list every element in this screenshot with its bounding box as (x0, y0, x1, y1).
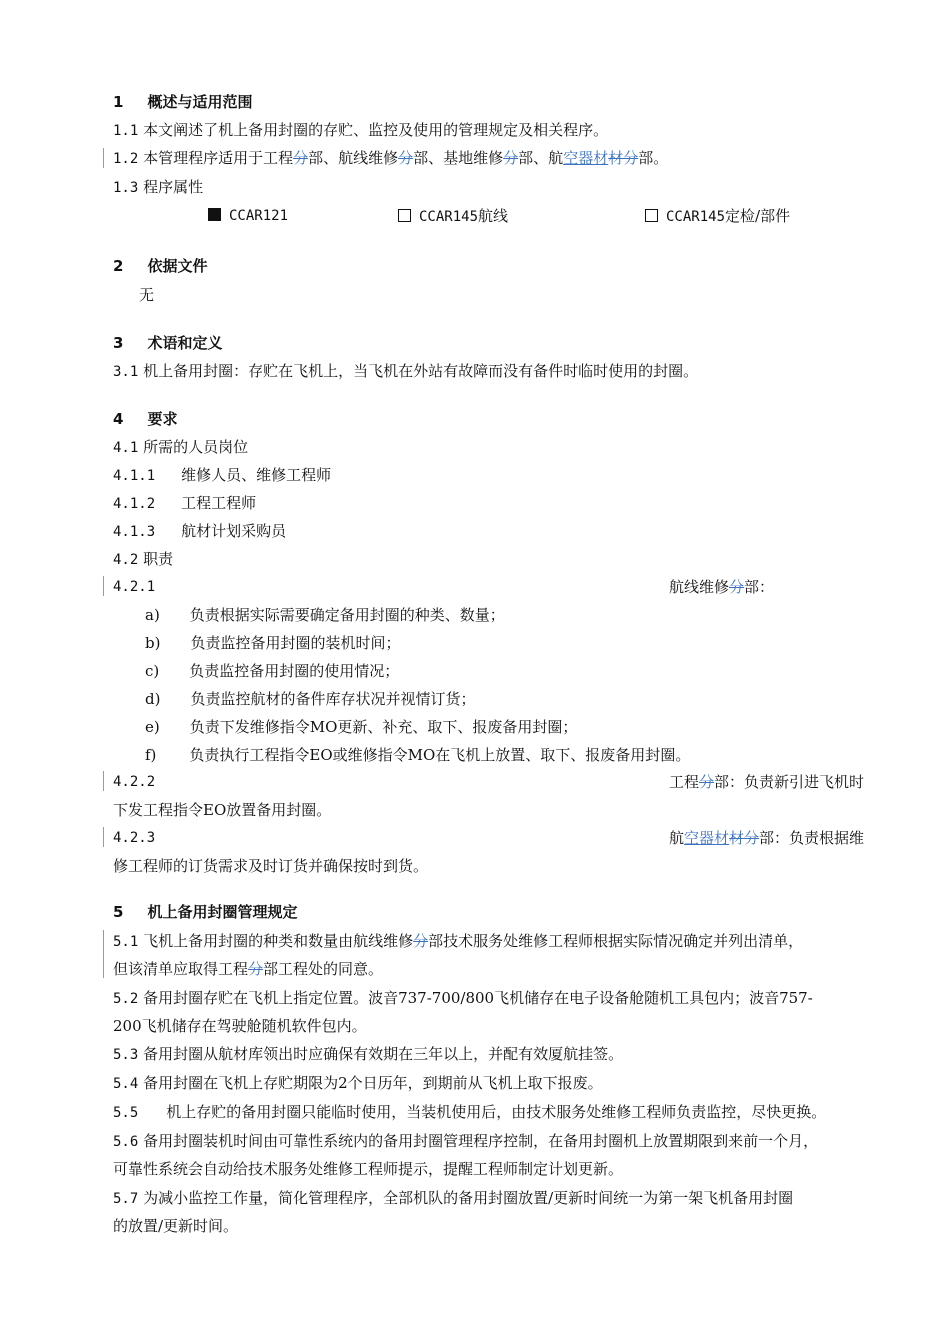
section-3-heading: 3 术语和定义 (113, 334, 223, 352)
checked-box-icon (208, 208, 221, 221)
checkbox-ccar145-check: CCAR145定检/部件 (645, 206, 790, 227)
clause-5-3: 5.3 备用封圈从航材库领出时应确保有效期在三年以上，并配有效厦航挂签。 (113, 1045, 624, 1063)
clause-4-2-2-number: 4.2.2 (113, 774, 156, 790)
clause-4-1-3: 4.1.3 航材计划采购员 (113, 522, 287, 540)
clause-4-1-2: 4.1.2 工程工程师 (113, 494, 257, 512)
clause-5-7-line2: 的放置/更新时间。 (113, 1217, 239, 1235)
clause-4-2-3-lead: 航空器材材分部：负责根据维 (669, 829, 865, 847)
clause-5-4: 5.4 备用封圈在飞机上存贮期限为2个日历年，到期前从飞机上取下报废。 (113, 1074, 603, 1092)
clause-5-2-line2: 200飞机储存在驾驶舱随机软件包内。 (113, 1017, 367, 1035)
list-item-a: a) 负责根据实际需要确定备用封圈的种类、数量； (145, 606, 505, 624)
unchecked-box-icon (398, 209, 411, 222)
list-item-f: f) 负责执行工程指令EO或维修指令MO在飞机上放置、取下、报废备用封圈。 (145, 746, 691, 764)
clause-5-1-line2: 但该清单应取得工程分部工程处的同意。 (113, 960, 384, 978)
section-2-body: 无 (139, 286, 155, 304)
change-bar (103, 827, 104, 847)
clause-1-1: 1.1 本文阐述了机上备用封圈的存贮、监控及使用的管理规定及相关程序。 (113, 121, 609, 139)
clause-5-5: 5.5 机上存贮的备用封圈只能临时使用，当装机使用后，由技术服务处维修工程师负责监控，尽快更换。 (113, 1103, 827, 1121)
clause-5-6-line1: 5.6 备用封圈装机时间由可靠性系统内的备用封圈管理程序控制，在备用封圈机上放置期限到来前一个月， (113, 1132, 819, 1150)
clause-4-2-2-lead: 工程分部：负责新引进飞机时 (669, 773, 865, 791)
clause-4-2-2-cont: 下发工程指令EO放置备用封圈。 (113, 801, 332, 819)
checkbox-ccar121: CCAR121 (208, 206, 288, 226)
change-bar (103, 930, 104, 978)
clause-1-2: 1.2 本管理程序适用于工程分部、航线维修分部、基地维修分部、航空器材材分部。 (113, 149, 669, 167)
clause-4-1: 4.1 所需的人员岗位 (113, 438, 249, 456)
clause-4-1-1: 4.1.1 维修人员、维修工程师 (113, 466, 332, 484)
change-bar (103, 771, 104, 791)
section-5-heading: 5 机上备用封圈管理规定 (113, 903, 298, 921)
change-bar (103, 576, 104, 596)
clause-4-2-1-title: 航线维修分部： (669, 578, 775, 596)
clause-4-2: 4.2 职责 (113, 550, 174, 568)
clause-5-6-line2: 可靠性系统会自动给技术服务处维修工程师提示，提醒工程师制定计划更新。 (113, 1160, 624, 1178)
section-2-heading: 2 依据文件 (113, 257, 208, 275)
section-4-heading: 4 要求 (113, 410, 178, 428)
section-1-heading: 1 概述与适用范围 (113, 93, 253, 111)
clause-4-2-1-number: 4.2.1 (113, 579, 156, 595)
clause-3-1: 3.1 机上备用封圈：存贮在飞机上，当飞机在外站有故障而没有备件时临时使用的封圈。 (113, 362, 699, 380)
unchecked-box-icon (645, 209, 658, 222)
clause-5-2-line1: 5.2 备用封圈存贮在飞机上指定位置。波音737-700/800飞机储存在电子设备舱随机工具包内；波音757- (113, 989, 813, 1007)
clause-4-2-3-number: 4.2.3 (113, 830, 156, 846)
clause-4-2-3-cont: 修工程师的订货需求及时订货并确保按时到货。 (113, 857, 429, 875)
list-item-d: d) 负责监控航材的备件库存状况并视情订货； (145, 690, 476, 708)
clause-1-3: 1.3 程序属性 (113, 178, 204, 196)
clause-5-7-line1: 5.7 为减小监控工作量，简化管理程序，全部机队的备用封圈放置/更新时间统一为第一架飞机备用封圈 (113, 1189, 794, 1207)
list-item-e: e) 负责下发维修指令MO更新、补充、取下、报废备用封圈； (145, 718, 578, 736)
change-bar (103, 148, 104, 168)
list-item-c: c) 负责监控备用封圈的使用情况； (145, 662, 400, 680)
checkbox-ccar145-line: CCAR145航线 (398, 206, 508, 227)
list-item-b: b) 负责监控备用封圈的装机时间； (145, 634, 401, 652)
clause-5-1-line1: 5.1 飞机上备用封圈的种类和数量由航线维修分部技术服务处维修工程师根据实际情况确定并列出清单， (113, 932, 804, 950)
